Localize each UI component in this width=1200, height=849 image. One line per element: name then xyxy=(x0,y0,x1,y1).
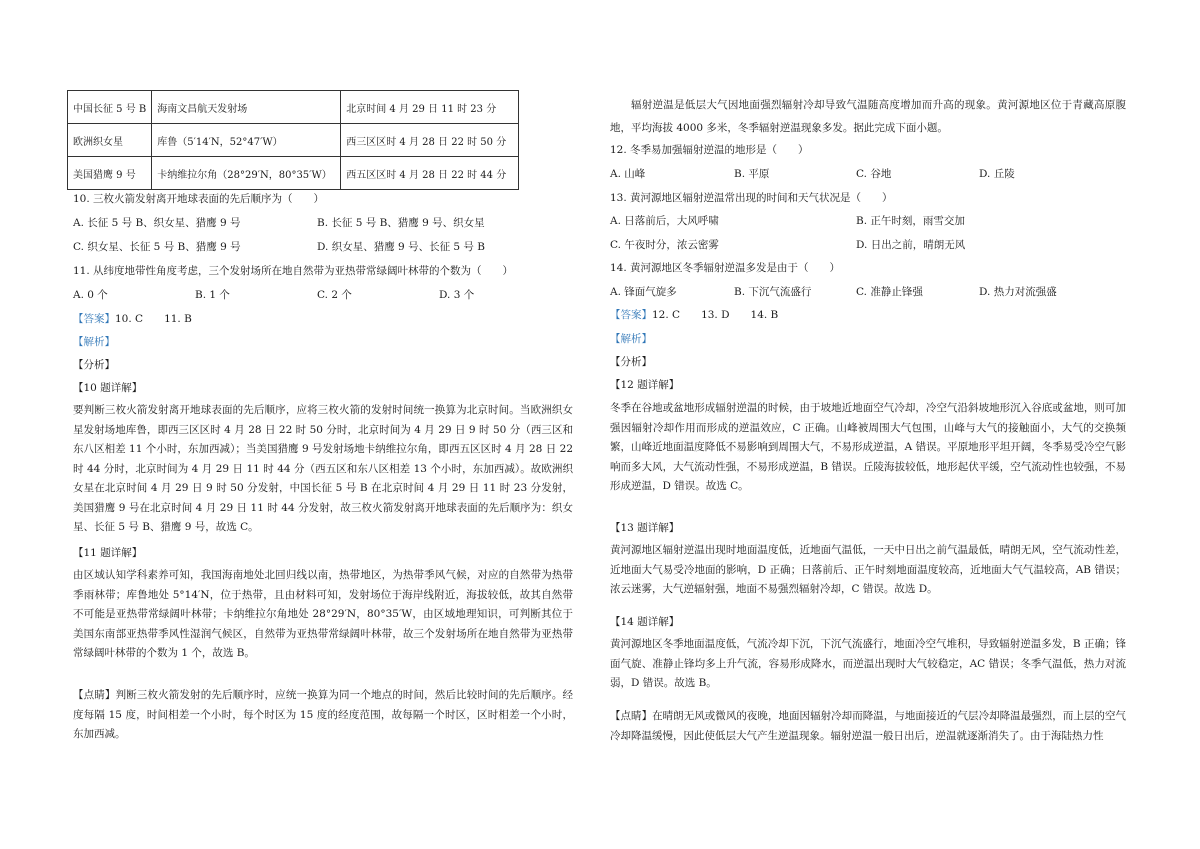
q10-option-a: A. 长征 5 号 B、织女星、猎鹰 9 号 xyxy=(73,217,241,229)
detail-13-heading: 【13 题详解】 xyxy=(610,522,680,534)
question-14-stem: 14. 黄河源地区冬季辐射逆温多发是由于（ ） xyxy=(610,262,841,274)
answer-tag: 【答案】 xyxy=(610,309,652,321)
dianjing-text: 【点睛】在晴朗无风或微风的夜晚，地面因辐射冷却而降温，与地面接近的气层冷却降温最强烈，而上层的空气冷却降温缓慢，因此使低层大气产生逆温现象。辐射逆温一般日出后，逆温就逐渐消失了。由于海陆热力性 xyxy=(610,710,1126,742)
detail-10-text: 要判断三枚火箭发射离开地球表面的先后顺序，应将三枚火箭的发射时间统一换算为北京时间。当欧洲织女星发射场地库鲁，即西三区区时 4 月 28 日 22 时 50 分时，北京时间为 4 月 29 日 9 时 50 分（西三区和东八区相差 11 个小时，东加西减）；当美国猎鹰 9 号发射场地卡纳维拉尔角，即西五区区时 4 月 28 日 22 时 44 分时，北京时间为 4 月 29 日 11 时 44 分（西五区和东八区相差 13 个小时，东加西减）。故欧洲织女星在北京时间 4 月 29 日 9 时 50 分发射，中国长征 5 号 B 在北京时间 4 月 29 日 11 时 23 分发射，美国猎鹰 9 号在北京时间 4 月 29 日 11 时 44 分发射，故三枚火箭发射离开地球表面的先后顺序为：织女星、长征 5 号 B、猎鹰 9 号，故选 C。 xyxy=(73,404,573,533)
table-row xyxy=(68,124,519,157)
detail-11-heading: 【11 题详解】 xyxy=(73,547,143,559)
detail-12-text: 冬季在谷地或盆地形成辐射逆温的时候，由于坡地近地面空气冷却，冷空气沿斜坡地形沉入谷底或盆地，则可加强因辐射冷却作用而形成的逆温效应，C 正确。山峰被周围大气包围，山峰与大气的接触面小，大气的交换频繁，山峰近地面温度降低不易影响到周围大气，不易形成逆温，A 错误。平原地形平坦开阔，冬季易受冷空气影响而多大风，大气流动性强，不易形成逆温，B 错误。丘陵海拔较低，地形起伏平缓，空气流动性也较强，不易形成逆温，D 错误。故选 C。 xyxy=(610,402,1126,492)
detail-12-heading: 【12 题详解】 xyxy=(610,379,680,391)
q12-option-a: A. 山峰 xyxy=(610,168,646,180)
table-cell: 欧洲织女星 xyxy=(68,124,152,157)
q10-option-c: C. 织女星、长征 5 号 B、猎鹰 9 号 xyxy=(73,241,241,253)
q11-option-a: A. 0 个 xyxy=(73,289,108,301)
table-cell: 美国猎鹰 9 号 xyxy=(68,157,152,190)
q14-option-c: C. 准静止锋强 xyxy=(856,286,923,298)
table-cell: 中国长征 5 号 B xyxy=(68,91,152,124)
detail-11-text: 由区域认知学科素养可知，我国海南地处北回归线以南，热带地区，为热带季风气候，对应的自然带为热带季雨林带；库鲁地处 5°14′N，位于热带，且由材料可知，发射场位于海岸线附近，海拔较低，故其自然带不可能是亚热带常绿阔叶林带；卡纳维拉尔角地处 28°29′N，80°35′W，由区域地理知识，可判断其位于美国东南部亚热带季风性湿润气候区，自然带为亚热带常绿阔叶林带，故三个发射场所在地自然带为亚热带常绿阔叶林带的个数为 1 个，故选 B。 xyxy=(73,569,573,659)
q13-option-a: A. 日落前后，大风呼啸 xyxy=(610,215,719,227)
q14-option-a: A. 锋面气旋多 xyxy=(610,286,677,298)
table-cell: 卡纳维拉尔角（28°29′N，80°35′W） xyxy=(152,157,341,190)
q13-option-c: C. 午夜时分，浓云密雾 xyxy=(610,239,719,251)
table-cell: 库鲁（5′14′N，52°47′W） xyxy=(152,124,341,157)
analysis-tag: 【解析】 xyxy=(73,336,115,348)
q11-option-c: C. 2 个 xyxy=(317,289,352,301)
table-cell: 海南文昌航天发射场 xyxy=(152,91,341,124)
q14-option-b: B. 下沉气流盛行 xyxy=(734,286,812,298)
q12-option-c: C. 谷地 xyxy=(856,168,892,180)
q10-option-b: B. 长征 5 号 B、猎鹰 9 号、织女星 xyxy=(317,217,485,229)
table-cell: 西五区区时 4 月 28 日 22 时 44 分 xyxy=(341,157,519,190)
table-cell: 北京时间 4 月 29 日 11 时 23 分 xyxy=(341,91,519,124)
analysis-tag: 【解析】 xyxy=(610,333,652,345)
fenxi-heading: 【分析】 xyxy=(610,356,652,368)
q12-option-d: D. 丘陵 xyxy=(979,168,1015,180)
answer-tag: 【答案】 xyxy=(73,313,115,325)
q12-option-b: B. 平原 xyxy=(734,168,770,180)
intro-paragraph: 辐射逆温是低层大气因地面强烈辐射冷却导致气温随高度增加而升高的现象。黄河源地区位于青藏高原腹地，平均海拔 4000 多米，冬季辐射逆温现象多发。据此完成下面小题。 xyxy=(610,99,1126,134)
table-cell: 西三区区时 4 月 28 日 22 时 50 分 xyxy=(341,124,519,157)
launch-site-table xyxy=(67,90,519,190)
q10-option-d: D. 织女星、猎鹰 9 号、长征 5 号 B xyxy=(317,241,485,253)
table-row xyxy=(68,157,519,190)
q11-option-d: D. 3 个 xyxy=(439,289,475,301)
q13-option-b: B. 正午时刻，雨雪交加 xyxy=(856,215,965,227)
detail-10-heading: 【10 题详解】 xyxy=(73,382,143,394)
fenxi-heading: 【分析】 xyxy=(73,359,115,371)
q14-option-d: D. 热力对流强盛 xyxy=(979,286,1057,298)
answer-line xyxy=(73,310,192,328)
table-row xyxy=(68,91,519,124)
dianjing-text: 【点睛】判断三枚火箭发射的先后顺序时，应统一换算为同一个地点的时间，然后比较时间的先后顺序。经度每隔 15 度，时间相差一个小时，每个时区为 15 度的经度范围，故每隔一个时区，区时相差一个小时，东加西减。 xyxy=(73,689,573,740)
question-11-stem: 11. 从纬度地带性角度考虑，三个发射场所在地自然带为亚热带常绿阔叶林带的个数为（ ） xyxy=(73,265,514,277)
detail-14-heading: 【14 题详解】 xyxy=(610,616,680,628)
answer-text: 10. C 11. B xyxy=(115,313,192,325)
answer-line-right xyxy=(610,306,778,324)
question-10-stem: 10. 三枚火箭发射离开地球表面的先后顺序为（ ） xyxy=(73,193,325,205)
detail-14-text: 黄河源地区冬季地面温度低，气流冷却下沉，下沉气流盛行，地面冷空气堆积，导致辐射逆温多发，B 正确；锋面气旋、准静止锋均多上升气流，容易形成降水，而逆温出现时大气较稳定，AC 错误；冬季气温低，热力对流弱，D 错误。故选 B。 xyxy=(610,638,1126,689)
q13-option-d: D. 日出之前，晴朗无风 xyxy=(856,239,966,251)
q11-option-b: B. 1 个 xyxy=(195,289,230,301)
question-12-stem: 12. 冬季易加强辐射逆温的地形是（ ） xyxy=(610,144,809,156)
question-13-stem: 13. 黄河源地区辐射逆温常出现的时间和天气状况是（ ） xyxy=(610,192,893,204)
detail-13-text: 黄河源地区辐射逆温出现时地面温度低，近地面气温低，一天中日出之前气温最低，晴朗无风，空气流动性差，近地面大气易受冷地面的影响，D 正确；日落前后、正午时刻地面温度较高，近地面大气气温较高，AB 错误；浓云迷雾，大气逆辐射强，地面不易强烈辐射冷却，C 错误。故选 D。 xyxy=(610,544,1126,595)
answer-text: 12. C 13. D 14. B xyxy=(652,309,779,321)
